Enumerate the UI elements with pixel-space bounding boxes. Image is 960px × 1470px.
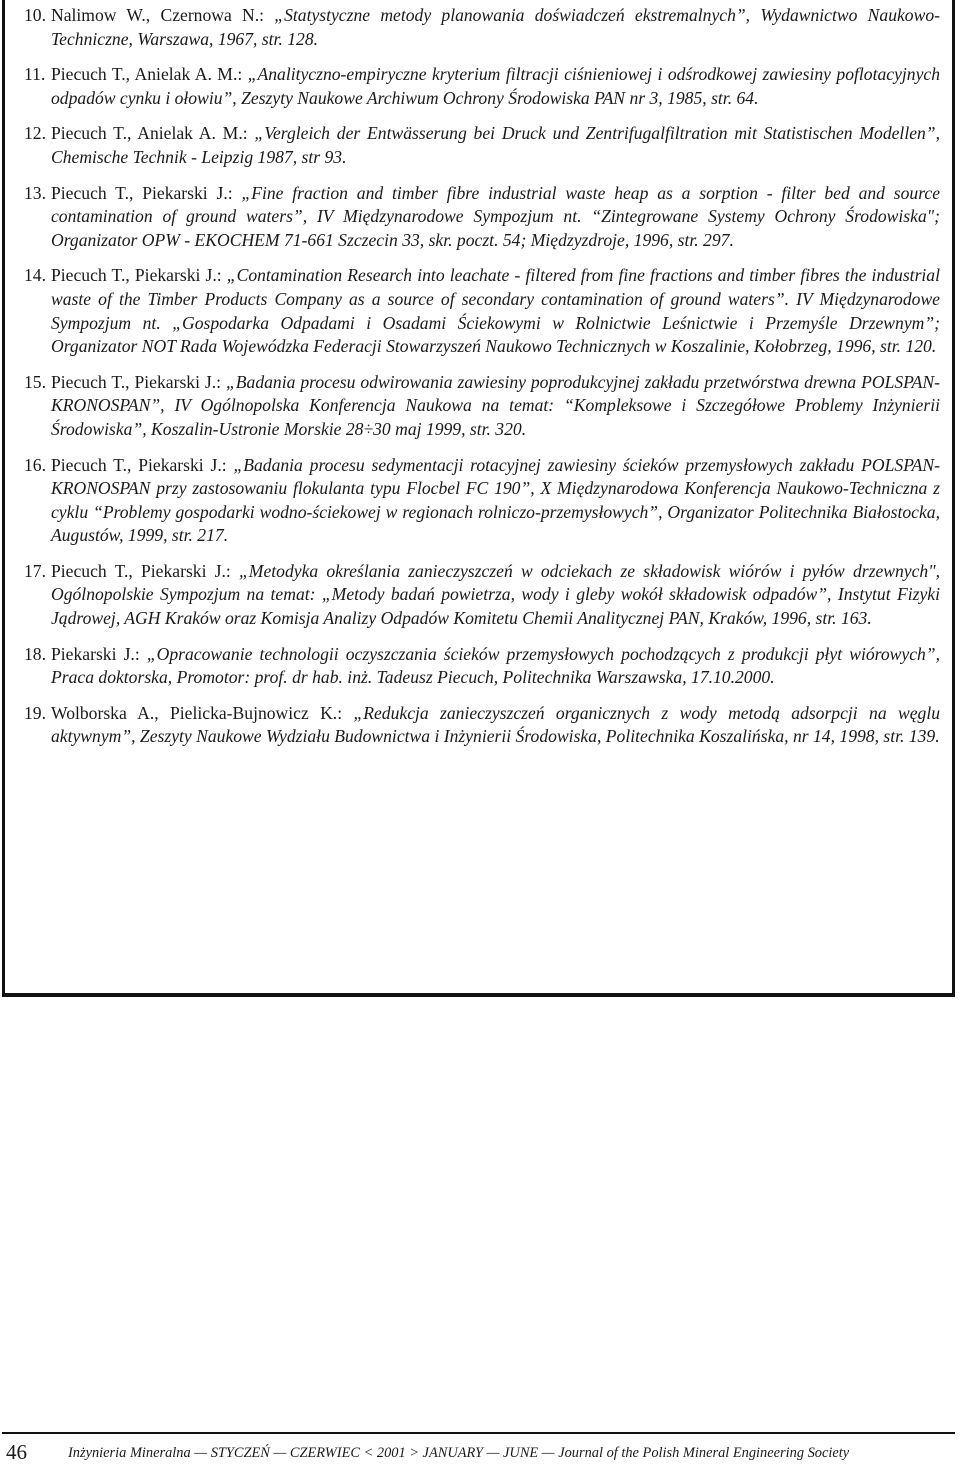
reference-authors: Nalimow W., Czernowa N.: (51, 5, 265, 25)
reference-authors: Piecuch T., Piekarski J.: (51, 182, 233, 203)
reference-number: 18. (24, 643, 46, 664)
reference-authors: Piekarski J.: (51, 643, 140, 664)
reference-item (24, 122, 940, 169)
reference-number: 14. (24, 265, 46, 286)
reference-item (24, 182, 940, 253)
reference-number: 11. (24, 64, 46, 85)
reference-title-source: „Badania procesu odwirowania zawiesiny poprodukcyjnej zakładu przetwórstwa drewna POLSPAN-KRONOSPAN”, IV Ogólnopolska Konferencja Naukowa na temat: “Kompleksowe i Szczegółowe Problemy Inżynierii Środowiska”, Koszalin-Ustronie Morskie 28÷30 maj 1999, str. 320. (51, 371, 940, 439)
reference-item (24, 643, 940, 690)
reference-number: 13. (24, 182, 46, 203)
reference-number: 17. (24, 560, 46, 581)
reference-authors: Piecuch T., Piekarski J.: (51, 265, 222, 286)
reference-authors: Piecuch T., Piekarski J.: (51, 454, 227, 475)
reference-item (24, 264, 940, 358)
reference-title-source: „Contamination Research into leachate - filtered from fine fractions and timber fibres the industrial waste of the Timber Products Company as a source of secondary contamination of ground waters”. IV Międzynarodowe Sympozjum nt. „Gospodarka Odpadami i Osadami Ściekowymi w Rolnictwie Leśnictwie i Przemyśle Drzewnym”; Organizator NOT Rada Wojewódzka Federacji Stowarzyszeń Naukowo Technicznych w Koszalinie, Kołobrzeg, 1996, str. 120. (51, 265, 940, 357)
reference-authors: Piecuch T., Anielak A. M.: (51, 64, 243, 85)
footer-divider (2, 1432, 955, 1434)
journal-running-footer: Inżynieria Mineralna — STYCZEŃ — CZERWIEC < 2001 > JANUARY — JUNE — Journal of the Polish Mineral Engineering Society (68, 1445, 850, 1461)
reference-item (24, 63, 940, 110)
reference-item (24, 702, 940, 749)
reference-title-source: „Analityczno-empiryczne kryterium filtracji ciśnieniowej i odśrodkowej zawiesiny poflotacyjnych odpadów cynku i ołowiu”, Zeszyty Naukowe Archiwum Ochrony Środowiska PAN nr 3, 1985, str. 64. (51, 64, 940, 108)
reference-title-source: „Redukcja zanieczyszczeń organicznych z wody metodą adsorpcji na węglu aktywnym”, Zeszyty Naukowe Wydziału Budownictwa i Inżynierii Środowiska, Politechnika Koszalińska, nr 14, 1998, str. 139. (51, 702, 940, 747)
reference-title-source: „Metodyka określania zanieczyszczeń w odciekach ze składowisk wiórów i pyłów drzewnych", Ogólnopolskie Sympozjum na temat: „Metody badań powietrza, wody i gleby wokół składowisk odpadów”, Instytut Fizyki Jądrowej, AGH Kraków oraz Komisja Analizy Odpadów Komitetu Chemii Analitycznej PAN, Kraków, 1996, str. 163. (51, 560, 940, 629)
reference-list (24, 4, 940, 761)
reference-number: 16. (24, 454, 46, 475)
reference-item (24, 371, 940, 442)
reference-authors: Piecuch T., Anielak A. M.: (51, 123, 248, 144)
reference-number: 12. (24, 123, 46, 144)
reference-title-source: „Fine fraction and timber fibre industrial waste heap as a sorption - filter bed and source contamination of ground waters”, IV Międzynarodowe Sympozjum nt. “Zintegrowane Systemy Ochrony Środowiska"; Organizator OPW - EKOCHEM 71-661 Szczecin 33, skr. poczt. 54; Międzyzdroje, 1996, str. 297. (51, 182, 941, 250)
reference-item (24, 454, 940, 548)
reference-item (24, 560, 940, 631)
reference-authors: Piecuch T., Piekarski J.: (51, 560, 231, 581)
page-number: 46 (6, 1440, 27, 1464)
reference-number: 10. (24, 5, 46, 25)
reference-authors: Wolborska A., Pielicka-Bujnowicz K.: (51, 702, 343, 723)
reference-title-source: „Statystyczne metody planowania doświadczeń ekstremalnych”, Wydawnictwo Naukowo-Techniczne, Warszawa, 1967, str. 128. (51, 5, 940, 49)
reference-title-source: „Opracowanie technologii oczyszczania ścieków przemysłowych pochodzących z produkcji płyt wiórowych”, Praca doktorska, Promotor: prof. dr hab. inż. Tadeusz Piecuch, Politechnika Warszawska, 17.10.2000. (51, 643, 940, 688)
reference-number: 19. (24, 702, 46, 723)
reference-authors: Piecuch T., Piekarski J.: (51, 371, 222, 392)
reference-title-source: „Badania procesu sedymentacji rotacyjnej zawiesiny ścieków przemysłowych zakładu POLSPAN-KRONOSPAN przy zastosowaniu flokulanta typu Flocbel FC 190”, X Międzynarodowa Konferencja Naukowo-Techniczna z cyklu “Problemy gospodarki wodno-ściekowej w regionach rolniczo-przemysłowych”, Organizator Politechnika Białostocka, Augustów, 1999, str. 217. (51, 454, 941, 546)
page-footer (6, 1437, 956, 1467)
reference-number: 15. (24, 371, 46, 392)
reference-title-source: „Vergleich der Entwässerung bei Druck und Zentrifugalfiltration mit Statistischen Modellen”, Chemische Technik - Leipzig 1987, str 93. (51, 123, 940, 167)
reference-item (24, 4, 940, 51)
